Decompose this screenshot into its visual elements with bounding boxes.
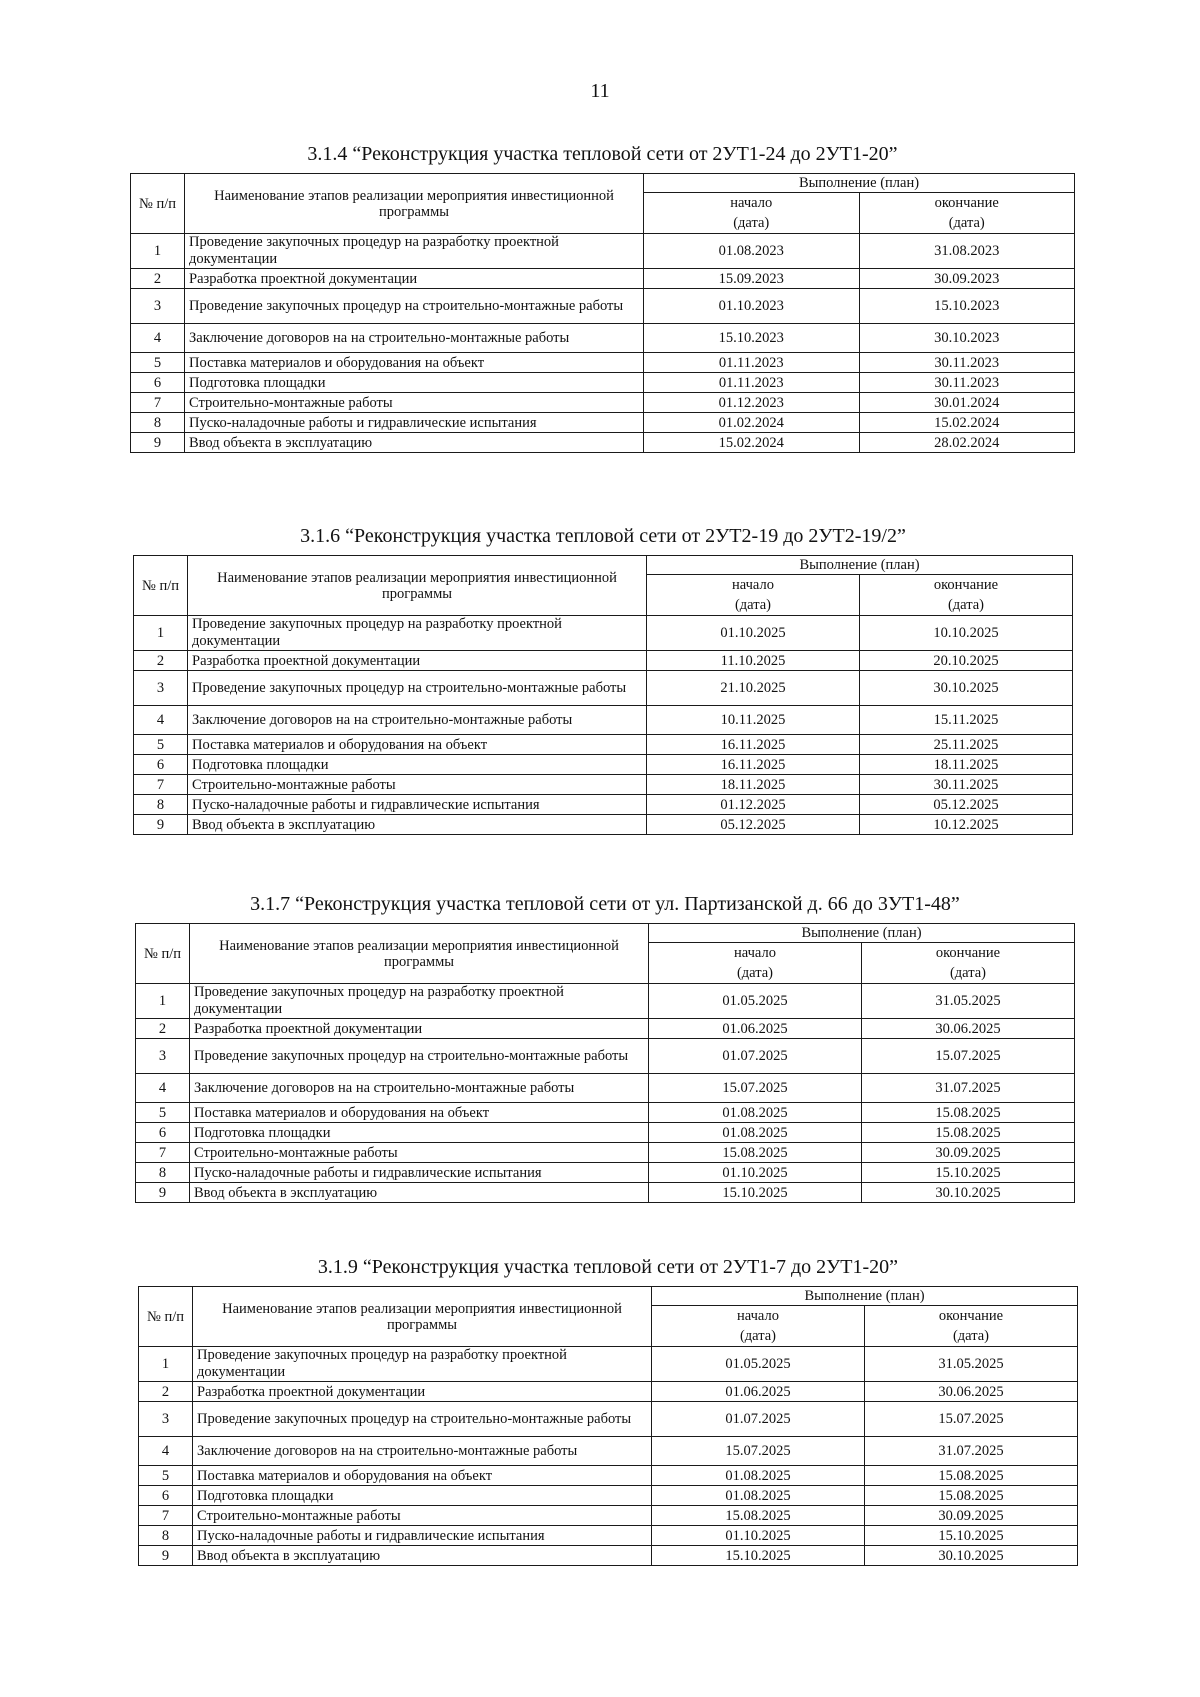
start-date: 15.08.2025 [652,1506,865,1526]
stage-name: Проведение закупочных процедур на разработку проектной документации [193,1347,652,1382]
schedule-table [138,1286,1078,1566]
header-end [865,1306,1078,1347]
stage-name: Строительно-монтажные работы [193,1506,652,1526]
header-end-unit: (дата) [947,597,985,613]
start-date: 01.08.2023 [644,234,860,269]
start-date: 16.11.2025 [647,755,860,775]
stage-name: Заключение договоров на на строительно-монтажные работы [190,1074,649,1103]
header-end [862,943,1075,984]
stage-name: Пуско-наладочные работы и гидравлические испытания [193,1526,652,1546]
end-date: 30.10.2025 [860,671,1073,706]
header-end [860,575,1073,616]
end-date: 30.01.2024 [859,393,1075,413]
header-end-unit: (дата) [949,965,987,981]
row-number: 7 [131,393,185,413]
start-date: 21.10.2025 [647,671,860,706]
header-start-label: начало [734,945,776,961]
stage-name: Проведение закупочных процедур на разработку проектной документации [188,616,647,651]
end-date: 31.07.2025 [865,1437,1078,1466]
stage-name: Ввод объекта в эксплуатацию [188,815,647,835]
start-date: 01.11.2023 [644,373,860,393]
header-end-label: окончание [934,195,999,211]
schedule-table [135,923,1075,1203]
start-date: 01.02.2024 [644,413,860,433]
header-end [859,193,1075,234]
row-number: 8 [134,795,188,815]
table-row [134,706,1073,735]
row-number: 8 [136,1163,190,1183]
table-row [134,775,1073,795]
stage-name: Ввод объекта в эксплуатацию [185,433,644,453]
table-row [134,651,1073,671]
section-3-1-7 [135,893,1075,1203]
header-start-unit: (дата) [734,597,772,613]
stage-name: Проведение закупочных процедур на разработку проектной документации [190,984,649,1019]
table-row [139,1437,1078,1466]
row-number: 6 [131,373,185,393]
row-number: 3 [131,289,185,324]
table-row [139,1402,1078,1437]
row-number: 6 [136,1123,190,1143]
header-execution: Выполнение (план) [649,924,1075,943]
header-end-label: окончание [935,945,1001,961]
stage-name: Подготовка площадки [193,1486,652,1506]
row-number: 1 [131,234,185,269]
table-row [131,234,1075,269]
row-number: 9 [131,433,185,453]
end-date: 28.02.2024 [859,433,1075,453]
start-date: 15.10.2025 [652,1546,865,1566]
stage-name: Проведение закупочных процедур на строительно-монтажные работы [188,671,647,706]
table-body [131,234,1075,453]
stage-name: Поставка материалов и оборудования на объект [185,353,644,373]
end-date: 31.07.2025 [862,1074,1075,1103]
header-execution: Выполнение (план) [647,556,1073,575]
table-row [131,393,1075,413]
row-number: 6 [134,755,188,775]
end-date: 30.09.2023 [859,269,1075,289]
end-date: 30.10.2025 [862,1183,1075,1203]
stage-name: Пуско-наладочные работы и гидравлические испытания [190,1163,649,1183]
table-row [139,1526,1078,1546]
table-row [136,1143,1075,1163]
table-body [134,616,1073,835]
end-date: 30.11.2023 [859,353,1075,373]
stage-name: Заключение договоров на на строительно-монтажные работы [185,324,644,353]
start-date: 01.06.2025 [649,1019,862,1039]
stage-name: Разработка проектной документации [190,1019,649,1039]
row-number: 5 [131,353,185,373]
end-date: 15.07.2025 [865,1402,1078,1437]
stage-name: Разработка проектной документации [193,1382,652,1402]
start-date: 01.12.2025 [647,795,860,815]
end-date: 31.05.2025 [862,984,1075,1019]
row-number: 8 [131,413,185,433]
row-number: 9 [134,815,188,835]
end-date: 18.11.2025 [860,755,1073,775]
header-execution: Выполнение (план) [652,1287,1078,1306]
end-date: 30.11.2023 [859,373,1075,393]
start-date: 01.08.2025 [652,1486,865,1506]
end-date: 15.10.2023 [859,289,1075,324]
start-date: 01.08.2025 [652,1466,865,1486]
end-date: 30.11.2025 [860,775,1073,795]
end-date: 30.09.2025 [865,1506,1078,1526]
row-number: 7 [139,1506,193,1526]
start-date: 01.11.2023 [644,353,860,373]
table-body [139,1347,1078,1566]
stage-name: Поставка материалов и оборудования на объект [193,1466,652,1486]
start-date: 01.10.2025 [647,616,860,651]
end-date: 15.11.2025 [860,706,1073,735]
table-row [131,433,1075,453]
row-number: 3 [134,671,188,706]
table-row [131,373,1075,393]
header-end-label: окончание [938,1308,1004,1324]
start-date: 15.09.2023 [644,269,860,289]
header-start-unit: (дата) [736,965,774,981]
header-stage-name: Наименование этапов реализации мероприятия инвестиционной программы [190,924,649,984]
end-date: 30.10.2025 [865,1546,1078,1566]
start-date: 15.02.2024 [644,433,860,453]
header-start-label: начало [737,1308,779,1324]
start-date: 01.12.2023 [644,393,860,413]
table-row [134,671,1073,706]
table-body [136,984,1075,1203]
table-row [131,353,1075,373]
stage-name: Пуско-наладочные работы и гидравлические испытания [185,413,644,433]
end-date: 15.02.2024 [859,413,1075,433]
header-start-label: начало [730,195,773,211]
end-date: 25.11.2025 [860,735,1073,755]
stage-name: Ввод объекта в эксплуатацию [190,1183,649,1203]
table-row [131,269,1075,289]
end-date: 15.08.2025 [862,1123,1075,1143]
section-3-1-9 [138,1256,1078,1566]
row-number: 9 [139,1546,193,1566]
row-number: 2 [131,269,185,289]
table-row [136,1183,1075,1203]
stage-name: Ввод объекта в эксплуатацию [193,1546,652,1566]
start-date: 01.07.2025 [649,1039,862,1074]
end-date: 10.10.2025 [860,616,1073,651]
row-number: 2 [134,651,188,671]
row-number: 1 [136,984,190,1019]
header-end-unit: (дата) [952,1328,990,1344]
end-date: 15.10.2025 [862,1163,1075,1183]
stage-name: Проведение закупочных процедур на строительно-монтажные работы [193,1402,652,1437]
table-row [131,324,1075,353]
end-date: 05.12.2025 [860,795,1073,815]
stage-name: Поставка материалов и оборудования на объект [190,1103,649,1123]
table-row [139,1546,1078,1566]
header-start [647,575,860,616]
stage-name: Поставка материалов и оборудования на объект [188,735,647,755]
table-row [136,1074,1075,1103]
row-number: 4 [134,706,188,735]
end-date: 30.09.2025 [862,1143,1075,1163]
start-date: 01.05.2025 [652,1347,865,1382]
start-date: 01.07.2025 [652,1402,865,1437]
end-date: 15.08.2025 [865,1486,1078,1506]
row-number: 4 [131,324,185,353]
schedule-table [130,173,1075,453]
row-number: 5 [139,1466,193,1486]
table-row [134,616,1073,651]
row-number: 1 [134,616,188,651]
end-date: 30.06.2025 [865,1382,1078,1402]
start-date: 05.12.2025 [647,815,860,835]
table-row [131,413,1075,433]
header-start [649,943,862,984]
end-date: 30.06.2025 [862,1019,1075,1039]
header-start [644,193,860,234]
stage-name: Разработка проектной документации [188,651,647,671]
header-start-unit: (дата) [733,215,770,231]
stage-name: Заключение договоров на на строительно-монтажные работы [188,706,647,735]
row-number: 3 [139,1402,193,1437]
stage-name: Проведение закупочных процедур на строительно-монтажные работы [190,1039,649,1074]
table-row [136,1123,1075,1143]
table-row [136,1163,1075,1183]
header-execution: Выполнение (план) [644,174,1075,193]
end-date: 15.08.2025 [862,1103,1075,1123]
stage-name: Проведение закупочных процедур на разработку проектной документации [185,234,644,269]
section-title: 3.1.9 “Реконструкция участка тепловой сети от 2УТ1-7 до 2УТ1-20” [317,1256,899,1278]
end-date: 15.10.2025 [865,1526,1078,1546]
start-date: 01.05.2025 [649,984,862,1019]
section-3-1-4 [130,143,1075,453]
stage-name: Подготовка площадки [188,755,647,775]
schedule-table [133,555,1073,835]
end-date: 30.10.2023 [859,324,1075,353]
stage-name: Подготовка площадки [190,1123,649,1143]
row-number: 6 [139,1486,193,1506]
end-date: 10.12.2025 [860,815,1073,835]
header-num: № п/п [139,1287,193,1347]
header-end-label: окончание [933,577,999,593]
row-number: 3 [136,1039,190,1074]
header-stage-name: Наименование этапов реализации мероприятия инвестиционной программы [185,174,644,234]
row-number: 5 [134,735,188,755]
stage-name: Строительно-монтажные работы [185,393,644,413]
header-start-label: начало [732,577,774,593]
stage-name: Строительно-монтажные работы [188,775,647,795]
row-number: 5 [136,1103,190,1123]
section-3-1-6 [133,525,1073,835]
stage-name: Проведение закупочных процедур на строительно-монтажные работы [185,289,644,324]
table-row [139,1347,1078,1382]
row-number: 2 [136,1019,190,1039]
start-date: 01.08.2025 [649,1103,862,1123]
row-number: 1 [139,1347,193,1382]
table-row [136,984,1075,1019]
start-date: 01.10.2025 [652,1526,865,1546]
table-row [136,1019,1075,1039]
end-date: 31.08.2023 [859,234,1075,269]
table-row [136,1039,1075,1074]
stage-name: Строительно-монтажные работы [190,1143,649,1163]
row-number: 9 [136,1183,190,1203]
header-num: № п/п [131,174,185,234]
table-row [139,1486,1078,1506]
row-number: 4 [139,1437,193,1466]
table-row [139,1382,1078,1402]
table-row [134,815,1073,835]
header-stage-name: Наименование этапов реализации мероприятия инвестиционной программы [193,1287,652,1347]
end-date: 15.08.2025 [865,1466,1078,1486]
start-date: 01.10.2025 [649,1163,862,1183]
table-row [131,289,1075,324]
start-date: 15.07.2025 [649,1074,862,1103]
section-title: 3.1.7 “Реконструкция участка тепловой сети от ул. Партизанской д. 66 до 3УТ1-48” [250,893,960,915]
start-date: 15.10.2025 [649,1183,862,1203]
header-start [652,1306,865,1347]
stage-name: Заключение договоров на на строительно-монтажные работы [193,1437,652,1466]
header-start-unit: (дата) [739,1328,777,1344]
stage-name: Разработка проектной документации [185,269,644,289]
start-date: 18.11.2025 [647,775,860,795]
start-date: 15.10.2023 [644,324,860,353]
row-number: 4 [136,1074,190,1103]
end-date: 20.10.2025 [860,651,1073,671]
end-date: 15.07.2025 [862,1039,1075,1074]
start-date: 16.11.2025 [647,735,860,755]
table-row [134,735,1073,755]
row-number: 7 [134,775,188,795]
table-row [136,1103,1075,1123]
section-title: 3.1.4 “Реконструкция участка тепловой сети от 2УТ1-24 до 2УТ1-20” [307,143,898,165]
table-row [139,1466,1078,1486]
stage-name: Пуско-наладочные работы и гидравлические испытания [188,795,647,815]
start-date: 11.10.2025 [647,651,860,671]
start-date: 15.08.2025 [649,1143,862,1163]
table-row [139,1506,1078,1526]
start-date: 15.07.2025 [652,1437,865,1466]
row-number: 2 [139,1382,193,1402]
start-date: 01.10.2023 [644,289,860,324]
header-num: № п/п [136,924,190,984]
section-title: 3.1.6 “Реконструкция участка тепловой сети от 2УТ2-19 до 2УТ2-19/2” [300,525,906,547]
header-num: № п/п [134,556,188,616]
start-date: 10.11.2025 [647,706,860,735]
stage-name: Подготовка площадки [185,373,644,393]
page-number: 11 [590,80,610,102]
table-row [134,755,1073,775]
row-number: 7 [136,1143,190,1163]
header-stage-name: Наименование этапов реализации мероприятия инвестиционной программы [188,556,647,616]
end-date: 31.05.2025 [865,1347,1078,1382]
start-date: 01.06.2025 [652,1382,865,1402]
row-number: 8 [139,1526,193,1546]
start-date: 01.08.2025 [649,1123,862,1143]
table-row [134,795,1073,815]
header-end-unit: (дата) [948,215,985,231]
